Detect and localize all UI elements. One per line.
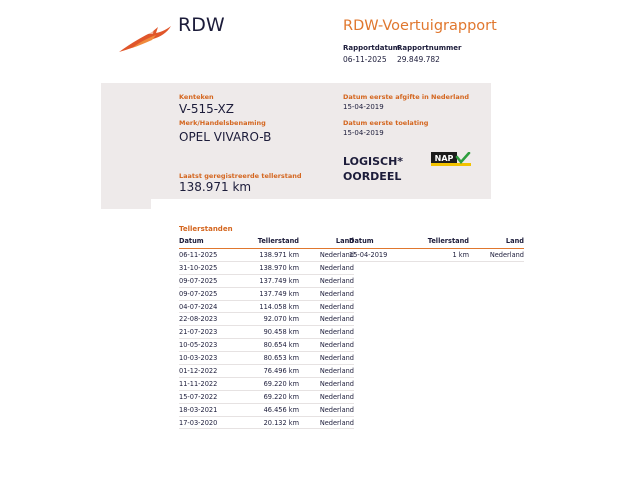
last-odometer-label: Laatst geregistreerde tellerstand xyxy=(179,172,302,180)
cell-odometer: 76.496 km xyxy=(237,365,299,378)
cell-country: Nederland xyxy=(299,377,354,390)
column-header-odometer: Tellerstand xyxy=(407,236,469,249)
panel-tab-decoration xyxy=(101,199,151,209)
table-row xyxy=(179,313,354,326)
cell-odometer: 114.058 km xyxy=(237,300,299,313)
cell-odometer: 138.970 km xyxy=(237,261,299,274)
cell-country: Nederland xyxy=(299,300,354,313)
cell-odometer: 69.220 km xyxy=(237,377,299,390)
report-title: RDW-Voertuigrapport xyxy=(343,18,497,34)
cell-country: Nederland xyxy=(299,365,354,378)
column-header-date: Datum xyxy=(349,236,407,249)
last-odometer-value: 138.971 km xyxy=(179,180,252,194)
cell-date: 18-03-2021 xyxy=(179,403,237,416)
cell-country: Nederland xyxy=(299,352,354,365)
table-row xyxy=(179,300,354,313)
rdw-logo-icon xyxy=(118,24,172,54)
cell-date: 06-11-2025 xyxy=(179,249,237,262)
cell-country: Nederland xyxy=(299,326,354,339)
make-value: OPEL VIVARO-B xyxy=(179,130,272,144)
odometer-table-initial xyxy=(349,236,524,262)
cell-date: 31-10-2025 xyxy=(179,261,237,274)
table-header-row xyxy=(349,236,524,249)
cell-country: Nederland xyxy=(299,249,354,262)
cell-country: Nederland xyxy=(299,261,354,274)
cell-date: 01-12-2022 xyxy=(179,365,237,378)
cell-odometer: 138.971 km xyxy=(237,249,299,262)
report-number-label: Rapportnummer xyxy=(397,44,462,52)
cell-odometer: 46.456 km xyxy=(237,403,299,416)
cell-country: Nederland xyxy=(299,274,354,287)
cell-odometer: 69.220 km xyxy=(237,390,299,403)
cell-odometer: 80.653 km xyxy=(237,352,299,365)
cell-odometer: 1 km xyxy=(407,249,469,262)
cell-date: 22-08-2023 xyxy=(179,313,237,326)
cell-date: 15-04-2019 xyxy=(349,249,407,262)
cell-date: 15-07-2022 xyxy=(179,390,237,403)
cell-country: Nederland xyxy=(469,249,524,262)
report-number: 29.849.782 xyxy=(397,55,440,64)
verdict xyxy=(343,154,403,184)
cell-date: 21-07-2023 xyxy=(179,326,237,339)
cell-date: 10-05-2023 xyxy=(179,339,237,352)
cell-date: 04-07-2024 xyxy=(179,300,237,313)
column-header-odometer: Tellerstand xyxy=(237,236,299,249)
table-header-row xyxy=(179,236,354,249)
cell-country: Nederland xyxy=(299,416,354,429)
plate-value: V-515-XZ xyxy=(179,102,234,116)
nap-badge-icon xyxy=(431,152,471,167)
cell-country: Nederland xyxy=(299,390,354,403)
verdict-line-2: OORDEEL xyxy=(343,170,402,183)
cell-date: 09-07-2025 xyxy=(179,274,237,287)
table-row xyxy=(179,365,354,378)
table-row xyxy=(179,261,354,274)
first-reg-nl-label: Datum eerste afgifte in Nederland xyxy=(343,93,470,101)
odometer-section-title: Tellerstanden xyxy=(179,225,233,233)
cell-odometer: 137.749 km xyxy=(237,274,299,287)
first-reg-nl-value: 15-04-2019 xyxy=(343,103,384,111)
table-row xyxy=(179,287,354,300)
report-date-label: Rapportdatum xyxy=(343,44,401,52)
column-header-country: Land xyxy=(469,236,524,249)
table-row xyxy=(179,339,354,352)
odometer-table-main xyxy=(179,236,354,429)
table-row xyxy=(179,352,354,365)
table-row xyxy=(179,274,354,287)
cell-date: 17-03-2020 xyxy=(179,416,237,429)
table-row xyxy=(179,416,354,429)
make-label: Merk/Handelsbenaming xyxy=(179,119,266,127)
verdict-line-1: LOGISCH* xyxy=(343,155,404,168)
table-row xyxy=(179,326,354,339)
column-header-country: Land xyxy=(299,236,354,249)
table-row xyxy=(179,377,354,390)
cell-country: Nederland xyxy=(299,313,354,326)
column-header-date: Datum xyxy=(179,236,237,249)
plate-label: Kenteken xyxy=(179,93,214,101)
cell-odometer: 80.654 km xyxy=(237,339,299,352)
cell-odometer: 90.458 km xyxy=(237,326,299,339)
cell-date: 09-07-2025 xyxy=(179,287,237,300)
cell-odometer: 92.070 km xyxy=(237,313,299,326)
first-admission-label: Datum eerste toelating xyxy=(343,119,429,127)
cell-country: Nederland xyxy=(299,403,354,416)
table-row xyxy=(349,249,524,262)
first-admission-value: 15-04-2019 xyxy=(343,129,384,137)
table-row xyxy=(179,249,354,262)
cell-country: Nederland xyxy=(299,339,354,352)
cell-date: 11-11-2022 xyxy=(179,377,237,390)
table-row xyxy=(179,390,354,403)
report-date: 06-11-2025 xyxy=(343,55,387,64)
brand-name: RDW xyxy=(178,14,225,36)
cell-date: 10-03-2023 xyxy=(179,352,237,365)
cell-odometer: 20.132 km xyxy=(237,416,299,429)
svg-text:NAP: NAP xyxy=(434,154,454,163)
cell-country: Nederland xyxy=(299,287,354,300)
table-row xyxy=(179,403,354,416)
cell-odometer: 137.749 km xyxy=(237,287,299,300)
